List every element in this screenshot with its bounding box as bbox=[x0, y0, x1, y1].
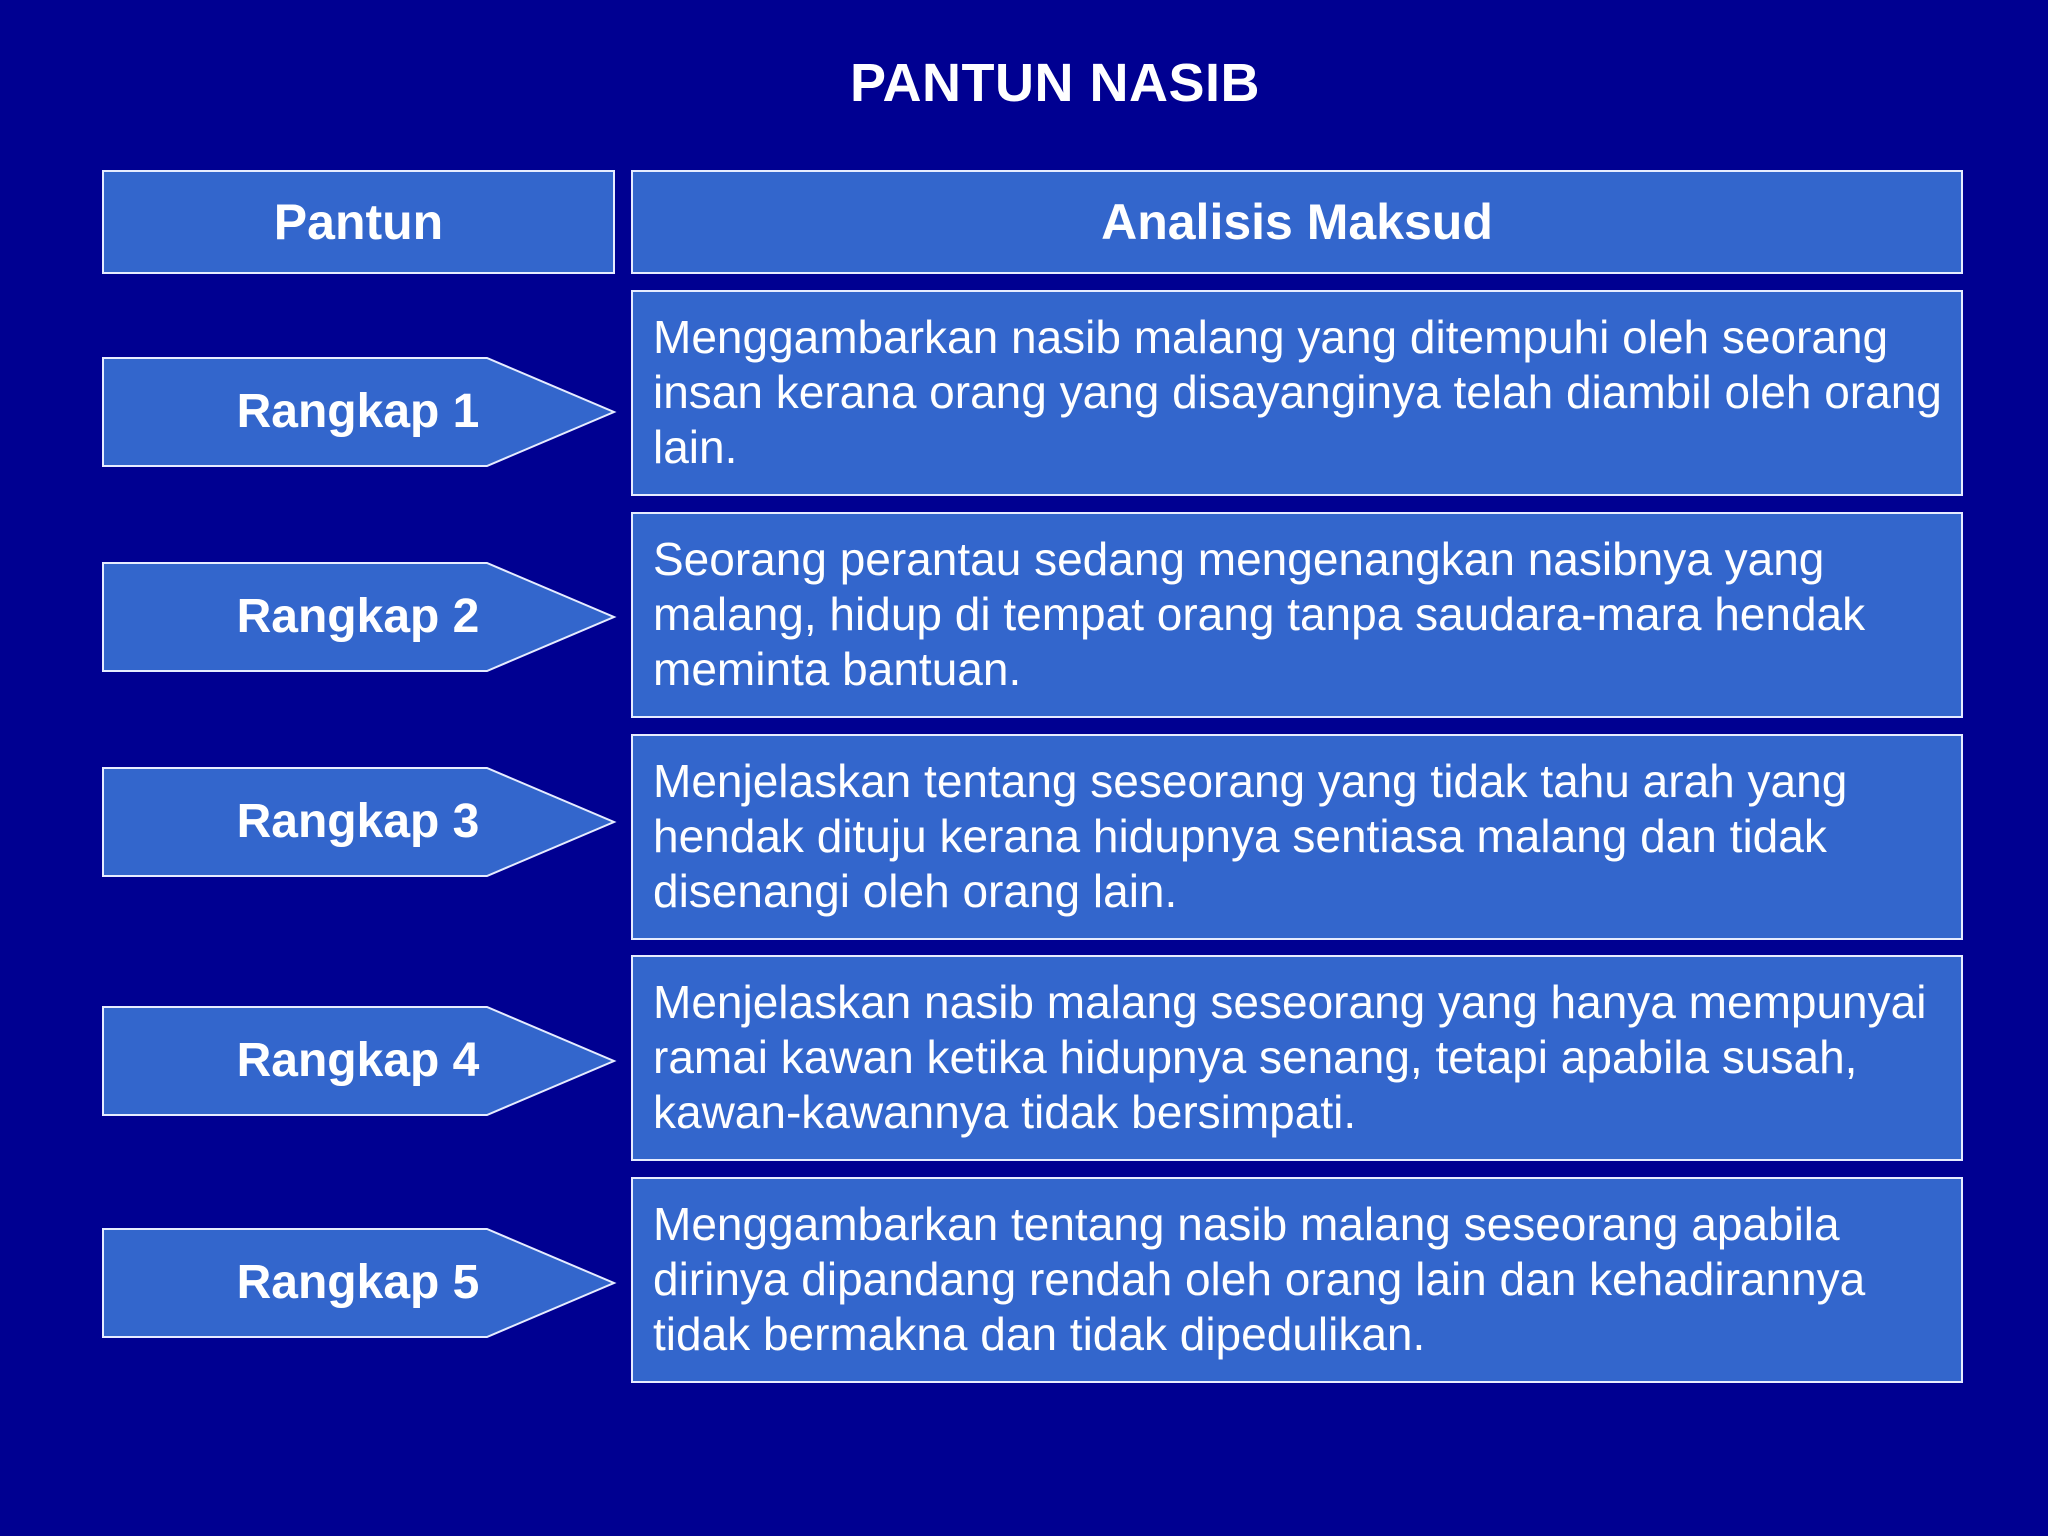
analisis-text: Menggambarkan tentang nasib malang seseorang apabila dirinya dipandang rendah oleh orang lain dan kehadirannya tidak bermakna dan tidak dipedulikan. bbox=[653, 1198, 1866, 1360]
analisis-box-4 bbox=[631, 955, 1963, 1161]
header-pantun bbox=[102, 170, 615, 274]
header-analisis-label: Analisis Maksud bbox=[1101, 194, 1493, 250]
rangkap-1-arrow bbox=[102, 357, 616, 467]
analisis-text: Seorang perantau sedang mengenangkan nasibnya yang malang, hidup di tempat orang tanpa saudara-mara hendak meminta bantuan. bbox=[653, 533, 1866, 695]
analisis-box-1 bbox=[631, 290, 1963, 496]
slide-title: PANTUN NASIB bbox=[850, 53, 1260, 113]
rangkap-label: Rangkap 4 bbox=[236, 1034, 480, 1087]
analisis-text: Menjelaskan tentang seseorang yang tidak tahu arah yang hendak dituju kerana hidupnya sentiasa malang dan tidak disenangi oleh orang lain. bbox=[653, 755, 1848, 917]
analisis-box-2 bbox=[631, 512, 1963, 718]
rangkap-label: Rangkap 1 bbox=[236, 385, 480, 438]
rangkap-label: Rangkap 5 bbox=[236, 1256, 480, 1309]
analisis-text: Menjelaskan nasib malang seseorang yang hanya mempunyai ramai kawan ketika hidupnya senang, tetapi apabila susah, kawan-kawannya tidak bersimpati. bbox=[653, 976, 1927, 1138]
rangkap-3-arrow bbox=[102, 767, 616, 877]
rangkap-5-arrow bbox=[102, 1228, 616, 1338]
rangkap-label: Rangkap 3 bbox=[236, 795, 480, 848]
analisis-text: Menggambarkan nasib malang yang ditempuhi oleh seorang insan kerana orang yang disayanginya telah diambil oleh orang lain. bbox=[653, 311, 1942, 473]
analisis-box-3 bbox=[631, 734, 1963, 940]
analisis-box-5 bbox=[631, 1177, 1963, 1383]
rangkap-4-arrow bbox=[102, 1006, 616, 1116]
rangkap-2-arrow bbox=[102, 562, 616, 672]
rangkap-label: Rangkap 2 bbox=[236, 590, 480, 643]
header-pantun-label: Pantun bbox=[273, 194, 444, 250]
header-analisis-maksud bbox=[631, 170, 1963, 274]
